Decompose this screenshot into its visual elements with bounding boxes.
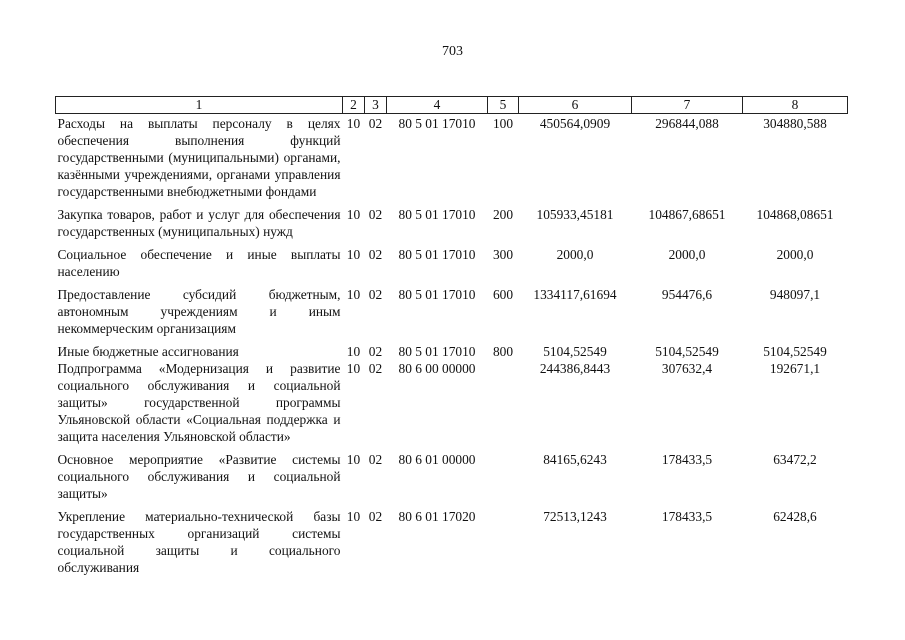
cell-amount-8: 62428,6 <box>773 509 817 524</box>
cell-target-code: 80 6 00 00000 <box>398 361 476 376</box>
cell-amount-8: 948097,1 <box>769 287 821 302</box>
cell-amount-8: 63472,2 <box>773 452 817 467</box>
cell-amount-6: 2000,0 <box>556 247 594 262</box>
row-name: Укрепление материально-технической базы государственных организаций системы социальной защиты и социального обслуживания <box>57 509 341 575</box>
cell-subsection: 02 <box>368 452 383 467</box>
cell-section: 10 <box>346 287 361 302</box>
page-number: 703 <box>442 44 463 59</box>
budget-table <box>55 96 848 576</box>
cell-amount-6: 244386,8443 <box>539 361 611 376</box>
cell-expense-type: 100 <box>492 116 514 131</box>
cell-target-code: 80 6 01 17020 <box>398 509 476 524</box>
cell-amount-7: 104867,68651 <box>648 207 726 222</box>
cell-amount-6: 105933,45181 <box>536 207 614 222</box>
table-row <box>56 206 848 240</box>
row-name: Подпрограмма «Модернизация и развитие социального обслуживания и социальной защиты» государственной программы Ульяновской области «Социальная поддержка и защита населения Ульяновской области» <box>57 361 341 444</box>
cell-section: 10 <box>346 207 361 222</box>
table-row <box>56 360 848 445</box>
cell-amount-8: 5104,52549 <box>763 344 827 359</box>
cell-subsection: 02 <box>368 287 383 302</box>
cell-amount-6: 450564,0909 <box>539 116 611 131</box>
column-header-2: 2 <box>343 97 365 114</box>
table-row <box>56 343 848 360</box>
row-name: Основное мероприятие «Развитие системы социального обслуживания и социальной защиты» <box>57 452 341 501</box>
column-header-4: 4 <box>387 97 488 114</box>
cell-subsection: 02 <box>368 247 383 262</box>
cell-section: 10 <box>346 116 361 131</box>
row-name: Закупка товаров, работ и услуг для обеспечения государственных (муниципальных) нужд <box>57 207 341 239</box>
row-name: Предоставление субсидий бюджетным, автономным учреждениям и иным некоммерческим организациям <box>57 287 341 336</box>
cell-expense-type <box>488 360 519 445</box>
column-header-3: 3 <box>365 97 387 114</box>
column-header-8: 8 <box>743 97 848 114</box>
cell-amount-6: 72513,1243 <box>543 509 607 524</box>
column-header-7: 7 <box>632 97 743 114</box>
cell-amount-7: 178433,5 <box>661 509 713 524</box>
cell-target-code: 80 5 01 17010 <box>398 116 476 131</box>
table-row <box>56 246 848 280</box>
cell-subsection: 02 <box>368 361 383 376</box>
column-header-5: 5 <box>488 97 519 114</box>
cell-amount-6: 1334117,61694 <box>533 287 617 302</box>
table-header-row <box>56 97 848 114</box>
cell-target-code: 80 6 01 00000 <box>398 452 476 467</box>
cell-target-code: 80 5 01 17010 <box>398 207 476 222</box>
column-header-6: 6 <box>519 97 632 114</box>
row-name: Социальное обеспечение и иные выплаты населению <box>57 247 341 279</box>
row-name: Иные бюджетные ассигнования <box>57 344 239 359</box>
cell-amount-7: 2000,0 <box>668 247 706 262</box>
cell-amount-7: 954476,6 <box>661 287 713 302</box>
cell-section: 10 <box>346 452 361 467</box>
cell-subsection: 02 <box>368 509 383 524</box>
cell-section: 10 <box>346 361 361 376</box>
cell-amount-8: 104868,08651 <box>756 207 834 222</box>
cell-amount-7: 5104,52549 <box>655 344 719 359</box>
cell-section: 10 <box>346 509 361 524</box>
cell-expense-type <box>488 451 519 502</box>
table-row <box>56 286 848 337</box>
cell-target-code: 80 5 01 17010 <box>398 344 476 359</box>
table-row <box>56 451 848 502</box>
cell-amount-7: 307632,4 <box>661 361 713 376</box>
cell-subsection: 02 <box>368 116 383 131</box>
table-row <box>56 508 848 576</box>
cell-expense-type <box>488 508 519 576</box>
cell-subsection: 02 <box>368 344 383 359</box>
cell-amount-6: 5104,52549 <box>543 344 607 359</box>
cell-section: 10 <box>346 344 361 359</box>
cell-amount-8: 304880,588 <box>763 116 827 131</box>
row-name: Расходы на выплаты персоналу в целях обеспечения выполнения функций государственными (муниципальными) органами, казёнными учреждениями, органами управления государственными внебюджетными фондами <box>57 116 341 199</box>
cell-expense-type: 300 <box>492 247 514 262</box>
cell-amount-6: 84165,6243 <box>543 452 607 467</box>
cell-target-code: 80 5 01 17010 <box>398 247 476 262</box>
cell-expense-type: 600 <box>492 287 514 302</box>
column-header-1: 1 <box>56 97 343 114</box>
cell-amount-7: 296844,088 <box>655 116 719 131</box>
cell-expense-type: 200 <box>492 207 514 222</box>
cell-expense-type: 800 <box>492 344 514 359</box>
table-row <box>56 115 848 200</box>
cell-section: 10 <box>346 247 361 262</box>
cell-amount-7: 178433,5 <box>661 452 713 467</box>
cell-subsection: 02 <box>368 207 383 222</box>
cell-amount-8: 2000,0 <box>776 247 814 262</box>
cell-amount-8: 192671,1 <box>769 361 821 376</box>
cell-target-code: 80 5 01 17010 <box>398 287 476 302</box>
